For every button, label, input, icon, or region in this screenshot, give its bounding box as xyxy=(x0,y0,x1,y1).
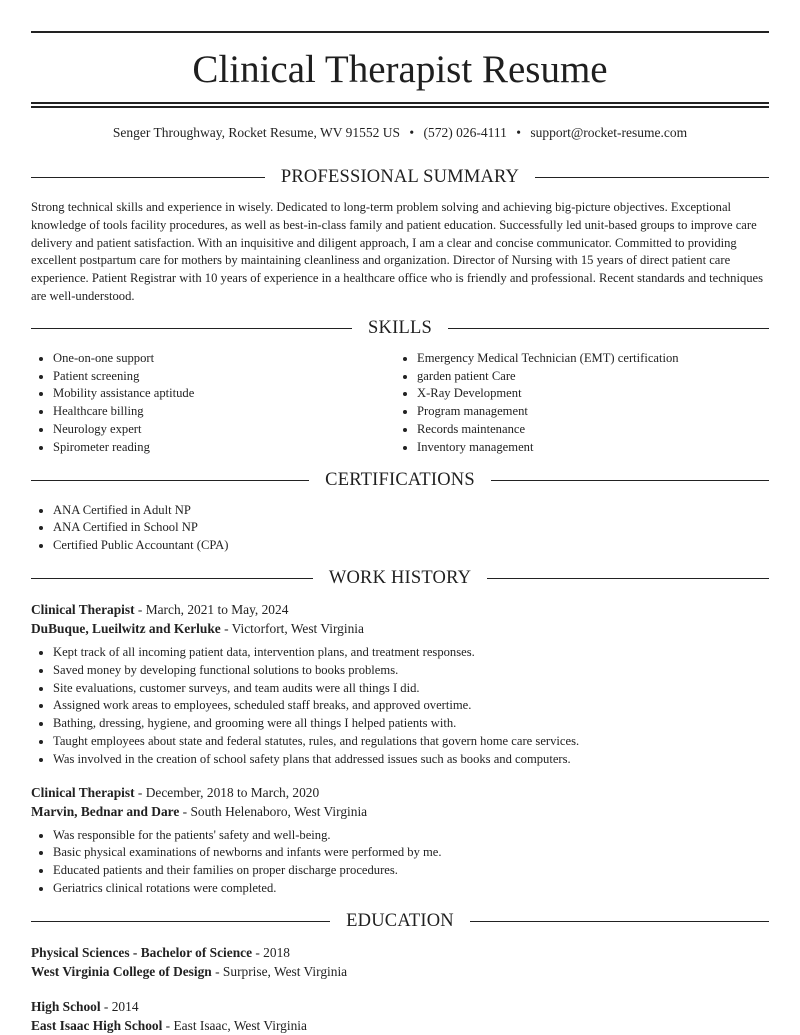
section-rule xyxy=(487,578,769,579)
job-bullet: • Site evaluations, customer surveys, and team audits were all things I did. xyxy=(53,680,769,698)
job-bullet: • Was involved in the creation of school safety plans that addressed issues such as books and computers. xyxy=(53,751,769,769)
education-degree: High School xyxy=(31,998,101,1014)
skills-list-right xyxy=(395,350,759,457)
certification-item: • ANA Certified in School NP xyxy=(53,519,769,537)
page-title: Clinical Therapist Resume xyxy=(192,48,608,91)
skills-list xyxy=(31,350,769,457)
certification-item: • Certified Public Accountant (CPA) xyxy=(53,537,769,555)
education-school: West Virginia College of Design xyxy=(31,963,212,979)
job-dates: - December, 2018 to March, 2020 xyxy=(134,784,320,800)
section-header-education xyxy=(31,907,769,937)
section-header-summary xyxy=(31,162,769,192)
skill-item: • Emergency Medical Technician (EMT) certification xyxy=(417,350,759,368)
job-title-line xyxy=(31,783,769,802)
contact-phone: (572) 026-4111 xyxy=(423,125,507,140)
job-entry xyxy=(31,783,769,898)
education-school: East Isaac High School xyxy=(31,1017,163,1033)
section-header-certifications xyxy=(31,466,769,496)
skill-item: • Neurology expert xyxy=(53,421,395,439)
job-title: Clinical Therapist xyxy=(31,784,135,800)
section-title-education: EDUCATION xyxy=(346,911,454,932)
summary-text: Strong technical skills and experience in wisely. Dedicated to long-term problem solving and achieving big-picture objectives. Exceptional knowledge of tools facility procedures, as well as best-in-class family and patient education. Successfully led unit-based groups to improve care delivery and patient satisfaction. With an inquisitive and diligent approach, I am a clear and concise communicator. Committed to providing excellent postpartum care for mothers by maintaining cleanliness and organization. Director of Nursing with 15 years of direct patient care experience. Patient Registrar with 10 years of experience in a healthcare office who is friendly and professional. Recent standards and techniques are well-understood. xyxy=(31,200,764,303)
skill-item: • Records maintenance xyxy=(417,421,759,439)
section-title-summary: PROFESSIONAL SUMMARY xyxy=(280,166,520,187)
education-location: - East Isaac, West Virginia xyxy=(162,1017,307,1033)
section-title-work-history: WORK HISTORY xyxy=(328,568,472,589)
certification-item: • ANA Certified in Adult NP xyxy=(53,502,769,520)
job-bullet: • Kept track of all incoming patient data, intervention plans, and treatment responses. xyxy=(53,644,769,662)
job-bullet: • Bathing, dressing, hygiene, and grooming were all things I helped patients with. xyxy=(53,715,769,733)
job-company: Marvin, Bednar and Dare xyxy=(31,803,180,819)
contact-separator: • xyxy=(516,125,521,140)
education-degree-line xyxy=(31,997,769,1016)
certifications-list xyxy=(31,502,769,555)
section-rule xyxy=(470,921,769,922)
skill-item: • garden patient Care xyxy=(417,368,759,386)
skills-column-right xyxy=(395,350,759,457)
education-entry xyxy=(31,997,769,1035)
job-bullet: • Geriatrics clinical rotations were completed. xyxy=(53,880,769,898)
contact-separator: • xyxy=(409,125,415,140)
top-rule xyxy=(31,31,769,33)
section-rule xyxy=(31,328,352,329)
job-title: Clinical Therapist xyxy=(31,601,135,617)
section-header-work-history xyxy=(31,564,769,594)
job-bullet: • Taught employees about state and federal statutes, rules, and regulations that govern home care services. xyxy=(53,733,769,751)
contact-address: Senger Throughway, Rocket Resume, WV 91552 US xyxy=(112,125,400,140)
job-location: - Victorfort, West Virginia xyxy=(220,620,364,636)
job-bullet: • Educated patients and their families on proper discharge procedures. xyxy=(53,862,769,880)
education-degree: Physical Sciences - Bachelor of Science xyxy=(31,944,253,960)
job-location: - South Helenaboro, West Virginia xyxy=(179,803,368,819)
education-school-line xyxy=(31,1016,769,1035)
job-company-line xyxy=(31,802,769,821)
contact-email: support@rocket-resume.com xyxy=(530,125,688,140)
education-degree-line xyxy=(31,943,769,962)
section-title-skills: SKILLS xyxy=(368,318,432,339)
job-bullet: • Assigned work areas to employees, scheduled staff breaks, and approved overtime. xyxy=(53,697,769,715)
section-rule xyxy=(31,177,265,178)
resume-page xyxy=(31,31,769,1035)
section-header-skills xyxy=(31,314,769,344)
job-company: DuBuque, Lueilwitz and Kerluke xyxy=(31,620,221,636)
job-company-line xyxy=(31,619,769,638)
education-year: - 2014 xyxy=(100,998,139,1014)
job-bullets xyxy=(31,644,769,769)
skill-item: • Inventory management xyxy=(417,439,759,457)
skill-item: • One-on-one support xyxy=(53,350,395,368)
skill-item: • Healthcare billing xyxy=(53,403,395,421)
section-rule xyxy=(448,328,769,329)
job-bullet: • Saved money by developing functional solutions to books problems. xyxy=(53,662,769,680)
contact-line xyxy=(31,125,769,145)
job-bullet: • Basic physical examinations of newborns and infants were performed by me. xyxy=(53,844,769,862)
section-rule xyxy=(535,177,769,178)
section-title-certifications: CERTIFICATIONS xyxy=(325,470,475,491)
job-bullet: • Was responsible for the patients' safety and well-being. xyxy=(53,827,769,845)
job-entry xyxy=(31,600,769,769)
skills-column-left xyxy=(31,350,395,457)
skill-item: • Mobility assistance aptitude xyxy=(53,385,395,403)
job-title-line xyxy=(31,600,769,619)
title-double-rule xyxy=(31,102,769,108)
education-year: - 2018 xyxy=(252,944,290,960)
job-bullets xyxy=(31,827,769,898)
skill-item: • Spirometer reading xyxy=(53,439,395,457)
section-rule xyxy=(31,480,309,481)
skill-item: • X-Ray Development xyxy=(417,385,759,403)
section-rule xyxy=(31,578,313,579)
section-rule xyxy=(31,921,330,922)
section-rule xyxy=(491,480,769,481)
education-entry xyxy=(31,943,769,981)
skill-item: • Program management xyxy=(417,403,759,421)
job-dates: - March, 2021 to May, 2024 xyxy=(134,601,289,617)
certifications-bullets xyxy=(31,502,769,555)
education-school-line xyxy=(31,962,769,981)
education-location: - Surprise, West Virginia xyxy=(211,963,348,979)
skill-item: • Patient screening xyxy=(53,368,395,386)
skills-list-left xyxy=(31,350,395,457)
